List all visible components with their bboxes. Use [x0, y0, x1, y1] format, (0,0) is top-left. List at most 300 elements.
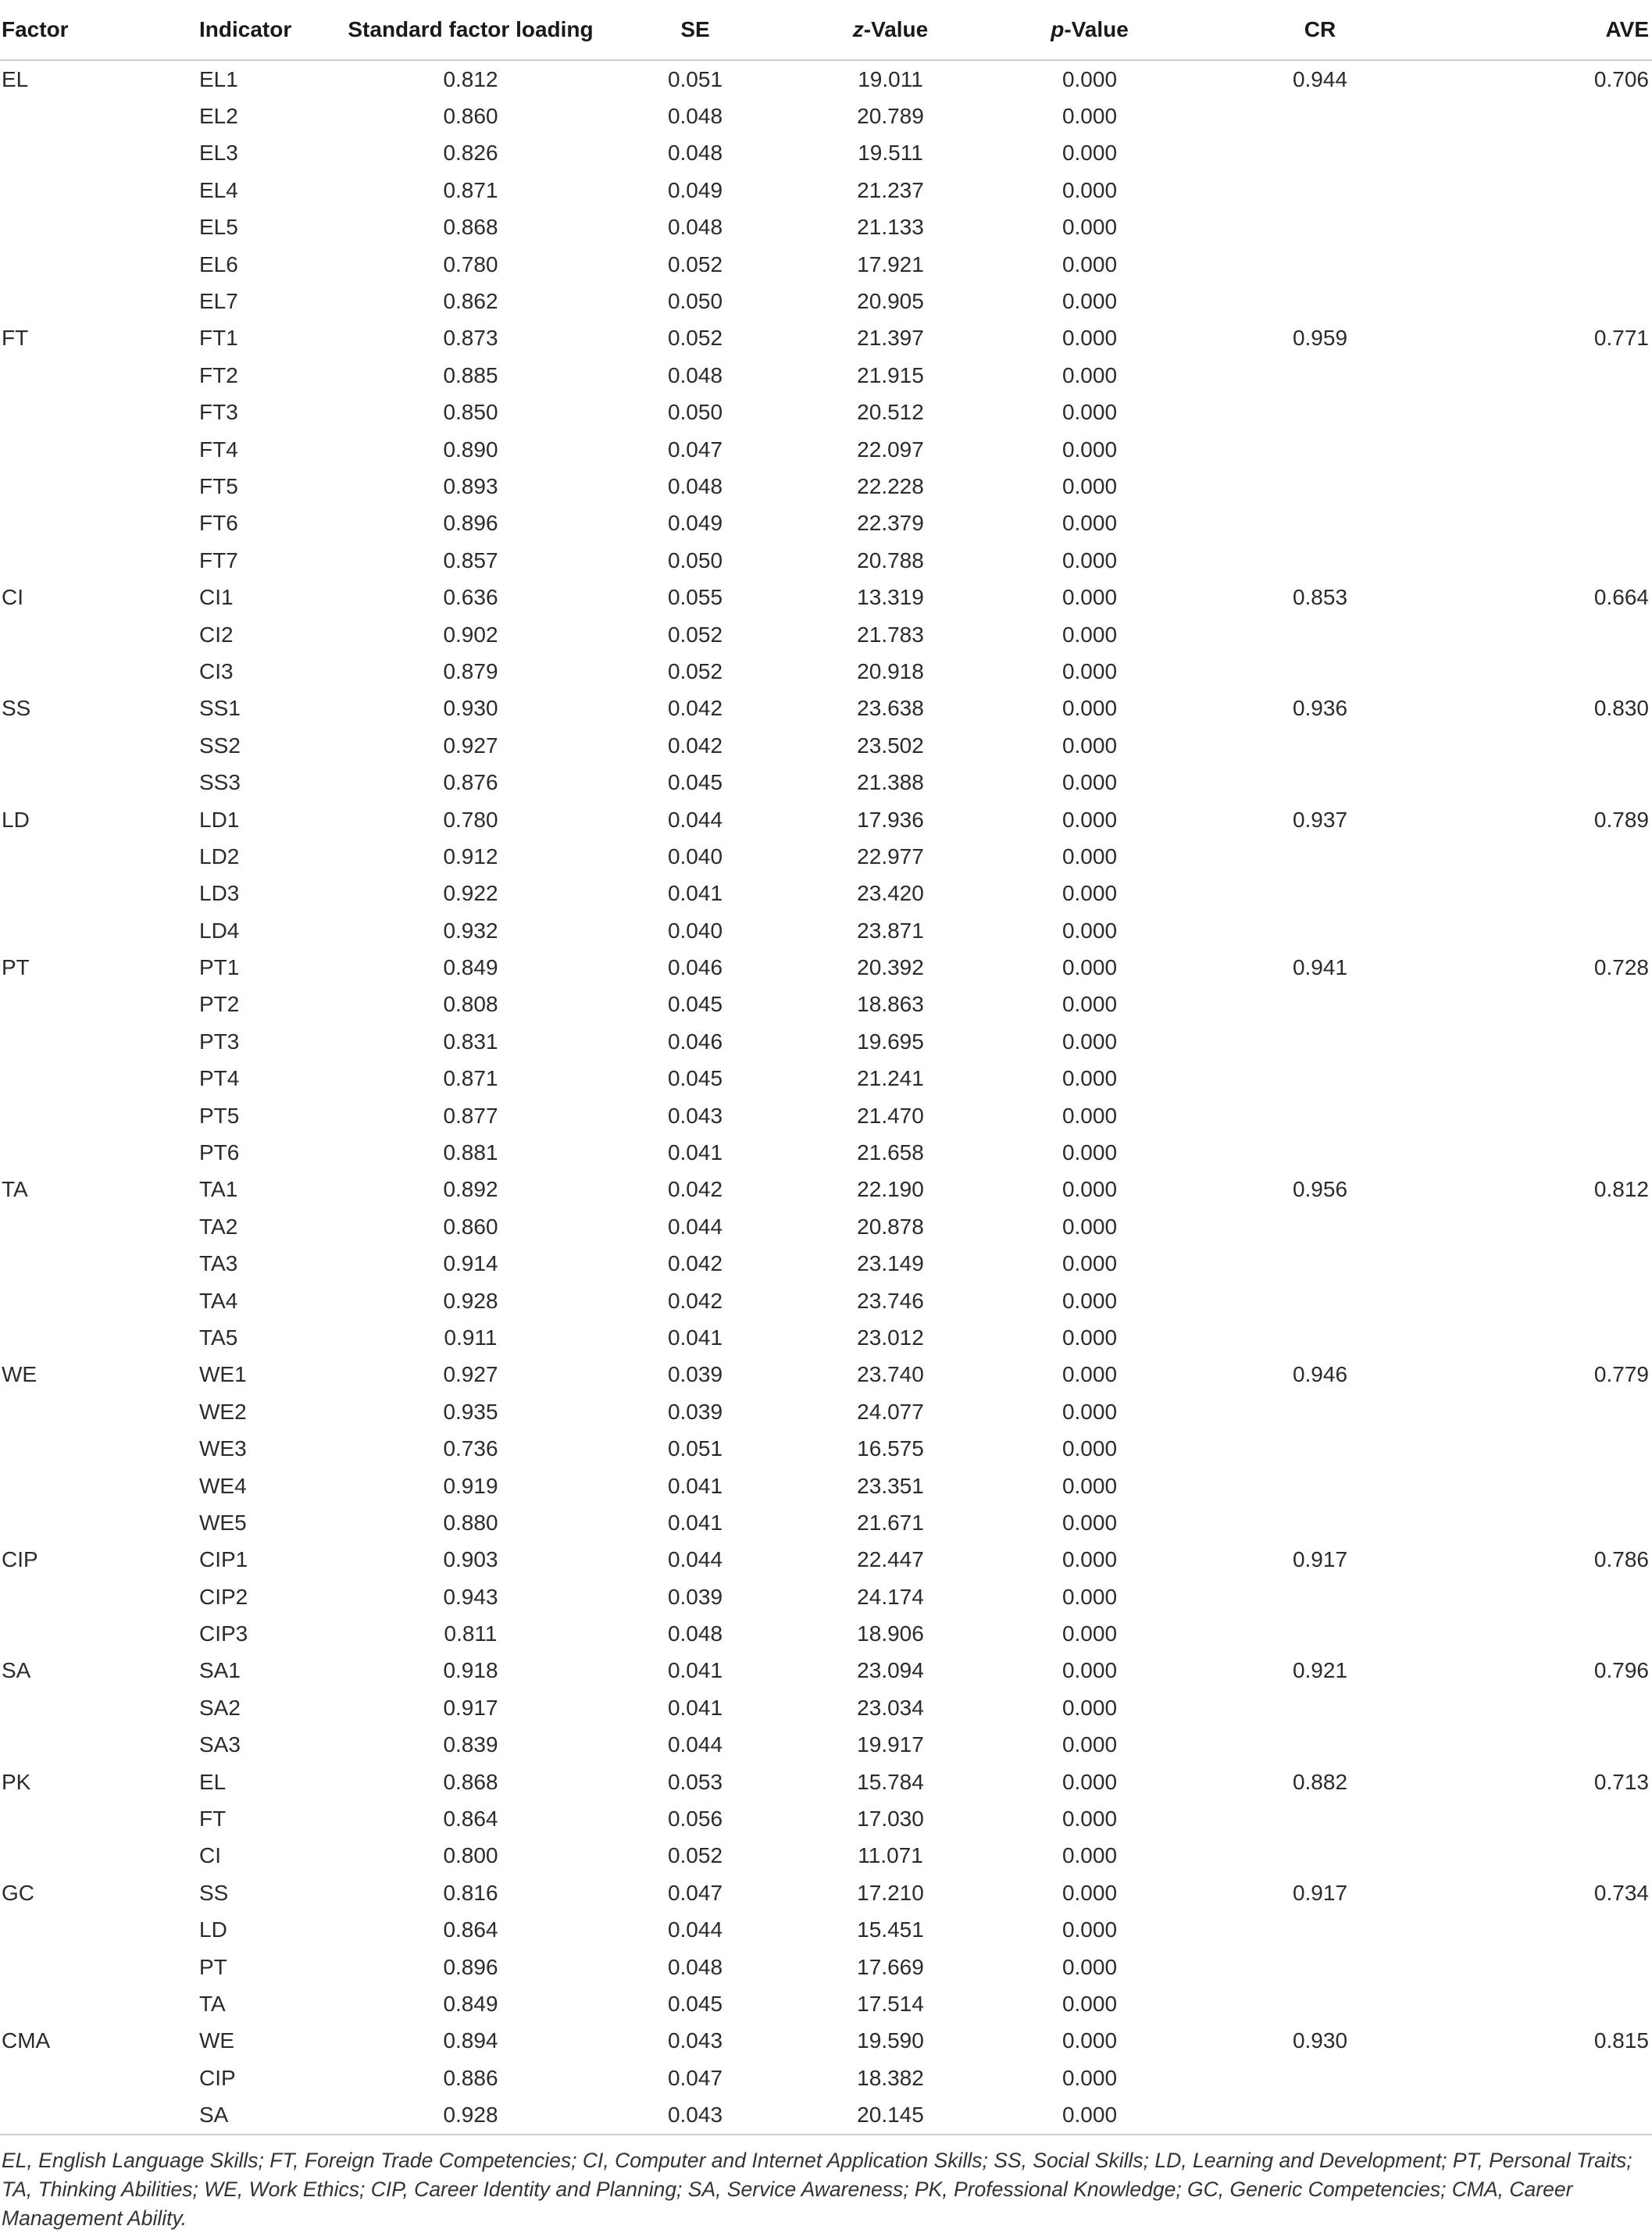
header-p-italic: p: [1051, 17, 1065, 41]
factor-cell: [0, 1246, 199, 1282]
ave-cell: [1445, 1504, 1652, 1541]
ave-cell: [1445, 616, 1652, 653]
z-value-cell: 23.638: [857, 696, 924, 721]
se-cell: 0.047: [667, 1880, 723, 1905]
p-value-cell: 0.000: [1061, 658, 1118, 683]
p-value-cell: 0.000: [1061, 955, 1118, 980]
cr-cell: 0.944: [1292, 66, 1348, 91]
z-value-cell: 11.071: [858, 1843, 923, 1868]
p-value-cell: 0.000: [1061, 1954, 1118, 1979]
indicator-cell: SA2: [199, 1695, 241, 1720]
cr-cell: 0.936: [1292, 696, 1348, 721]
loading-cell: 0.932: [443, 918, 498, 943]
table-row: [0, 1949, 1652, 1985]
z-value-cell: 23.094: [857, 1658, 924, 1683]
loading-cell: 0.849: [443, 955, 498, 980]
ave-cell: 0.664: [1593, 585, 1649, 610]
p-value-cell: 0.000: [1061, 1917, 1118, 1942]
indicator-cell: CIP1: [199, 1547, 248, 1572]
se-cell: 0.045: [667, 1992, 723, 2016]
loading-cell: 0.911: [444, 1325, 498, 1350]
table-header: [0, 0, 1652, 60]
se-cell: 0.042: [667, 733, 723, 758]
p-value-cell: 0.000: [1061, 1029, 1118, 1054]
table-row: [0, 1985, 1652, 2022]
z-value-cell: 20.918: [857, 658, 924, 683]
factor-cell: [0, 98, 199, 134]
factor-cell: [0, 1912, 199, 1949]
indicator-cell: CIP3: [199, 1621, 248, 1646]
ave-cell: [1445, 1208, 1652, 1245]
loading-cell: 0.857: [443, 548, 498, 572]
cr-cell: [1195, 1246, 1445, 1282]
factor-cell: [0, 653, 199, 690]
factor-cell: [0, 172, 199, 209]
se-cell: 0.044: [667, 1547, 723, 1572]
loading-cell: 0.919: [443, 1473, 498, 1498]
ave-cell: [1445, 98, 1652, 134]
se-cell: 0.041: [667, 1473, 723, 1498]
ave-cell: [1445, 2060, 1652, 2096]
cr-cell: [1195, 394, 1445, 431]
ave-cell: [1445, 283, 1652, 319]
ave-cell: [1445, 172, 1652, 209]
factor-cell: GC: [2, 1880, 34, 1905]
indicator-cell: PT4: [199, 1066, 240, 1091]
se-cell: 0.052: [667, 658, 723, 683]
cr-cell: [1195, 1468, 1445, 1504]
factor-cell: [0, 912, 199, 949]
loading-cell: 0.864: [443, 1917, 498, 1942]
loading-cell: 0.912: [443, 844, 498, 869]
ave-cell: [1445, 542, 1652, 579]
header-z-suffix: -Value: [863, 17, 929, 41]
ave-cell: [1445, 1282, 1652, 1319]
loading-cell: 0.918: [443, 1658, 498, 1683]
z-value-cell: 20.905: [857, 289, 924, 314]
indicator-cell: SA1: [199, 1658, 241, 1683]
ave-cell: [1445, 209, 1652, 246]
ave-cell: [1445, 1578, 1652, 1615]
p-value-cell: 0.000: [1061, 66, 1118, 91]
p-value-cell: 0.000: [1061, 992, 1118, 1017]
p-value-cell: 0.000: [1061, 881, 1118, 906]
se-cell: 0.052: [667, 326, 723, 351]
p-value-cell: 0.000: [1061, 1214, 1118, 1239]
header-cr: CR: [1195, 0, 1445, 60]
ave-cell: [1445, 986, 1652, 1023]
loading-cell: 0.927: [443, 733, 498, 758]
loading-cell: 0.922: [443, 881, 498, 906]
indicator-cell: PT6: [199, 1140, 240, 1165]
cr-cell: [1195, 283, 1445, 319]
z-value-cell: 21.397: [857, 326, 924, 351]
p-value-cell: 0.000: [1061, 548, 1118, 572]
factor-cell: [0, 1504, 199, 1541]
cr-cell: [1195, 1949, 1445, 1985]
table-row: [0, 1097, 1652, 1134]
cr-cell: 0.853: [1292, 585, 1348, 610]
table-row: [0, 1800, 1652, 1837]
table-row: [0, 98, 1652, 134]
loading-cell: 0.930: [443, 696, 498, 721]
p-value-cell: 0.000: [1061, 104, 1118, 129]
factor-cell: PK: [2, 1769, 31, 1794]
ave-cell: [1445, 468, 1652, 505]
p-value-cell: 0.000: [1061, 733, 1118, 758]
cr-cell: [1195, 653, 1445, 690]
factor-cell: CI: [2, 585, 23, 610]
factor-cell: CIP: [2, 1547, 38, 1572]
cr-cell: [1195, 98, 1445, 134]
loading-cell: 0.927: [443, 1362, 498, 1387]
loading-cell: 0.885: [443, 362, 498, 387]
ave-cell: [1445, 1023, 1652, 1060]
ave-cell: 0.713: [1593, 1769, 1649, 1794]
loading-cell: 0.896: [443, 1954, 498, 1979]
loading-cell: 0.886: [443, 2065, 498, 2090]
loading-cell: 0.928: [348, 2096, 594, 2134]
p-value-cell: 0.000: [1061, 1547, 1118, 1572]
z-value-cell: 21.241: [857, 1066, 924, 1091]
indicator-cell: PT1: [199, 955, 240, 980]
table-row: [0, 579, 1652, 615]
factor-cell: SA: [2, 1658, 31, 1683]
se-cell: 0.051: [667, 66, 723, 91]
loading-cell: 0.636: [443, 585, 498, 610]
loading-cell: 0.871: [443, 177, 498, 202]
se-cell: 0.049: [667, 177, 723, 202]
header-p-suffix: -Value: [1064, 17, 1129, 41]
factor-cell: [0, 1097, 199, 1134]
table-row: [0, 1689, 1652, 1726]
factor-cell: [0, 2060, 199, 2096]
table-row: [0, 246, 1652, 283]
p-value-cell: 0.000: [1061, 1992, 1118, 2016]
se-cell: 0.040: [667, 918, 723, 943]
ave-cell: [1445, 1134, 1652, 1171]
se-cell: 0.045: [667, 770, 723, 795]
se-cell: 0.051: [667, 1436, 723, 1461]
cr-cell: [1195, 616, 1445, 653]
z-value-cell: 23.502: [857, 733, 924, 758]
z-value-cell: 24.174: [857, 1584, 924, 1609]
z-value-cell: 23.746: [857, 1288, 924, 1313]
factor-cell: [0, 1689, 199, 1726]
cr-cell: [1195, 1023, 1445, 1060]
cr-cell: [1195, 431, 1445, 468]
table-row: [0, 2023, 1652, 2060]
indicator-cell: CIP2: [199, 1584, 248, 1609]
cr-cell: [1195, 1393, 1445, 1430]
indicator-cell: EL6: [199, 251, 238, 276]
indicator-cell: FT6: [199, 511, 238, 536]
se-cell: 0.041: [667, 1510, 723, 1535]
cr-cell: [1195, 838, 1445, 875]
ave-cell: [1445, 1430, 1652, 1467]
z-value-cell: 17.514: [857, 1992, 924, 2016]
loading-cell: 0.894: [443, 2028, 498, 2053]
indicator-cell: TA1: [199, 1177, 238, 1202]
indicator-cell: FT4: [199, 437, 238, 462]
table-row: [0, 1764, 1652, 1800]
se-cell: 0.040: [667, 844, 723, 869]
z-value-cell: 18.906: [857, 1621, 924, 1646]
se-cell: 0.052: [667, 251, 723, 276]
p-value-cell: 0.000: [1061, 473, 1118, 498]
p-value-cell: 0.000: [1061, 1769, 1118, 1794]
z-value-cell: 22.190: [857, 1177, 924, 1202]
loading-cell: 0.864: [443, 1807, 498, 1832]
table-row: [0, 1061, 1652, 1097]
ave-cell: [1445, 1319, 1652, 1356]
cr-cell: [1195, 542, 1445, 579]
table-row: [0, 727, 1652, 764]
loading-cell: 0.812: [443, 66, 498, 91]
p-value-cell: 0.000: [1061, 1140, 1118, 1165]
cr-cell: [1195, 1800, 1445, 1837]
indicator-cell: FT2: [199, 362, 238, 387]
table-row: [0, 764, 1652, 801]
p-value-cell: 0.000: [1061, 1362, 1118, 1387]
p-value-cell: 0.000: [1061, 1843, 1118, 1868]
loading-cell: 0.831: [443, 1029, 498, 1054]
factor-cell: LD: [2, 807, 30, 832]
indicator-cell: CIP: [199, 2065, 236, 2090]
table-row: [0, 1319, 1652, 1356]
indicator-cell: EL2: [199, 104, 238, 129]
table-row: [0, 616, 1652, 653]
se-cell: 0.046: [667, 1029, 723, 1054]
p-value-cell: 0.000: [984, 2096, 1195, 2134]
indicator-cell: EL3: [199, 141, 238, 166]
cr-cell: 0.882: [1292, 1769, 1348, 1794]
se-cell: 0.044: [667, 807, 723, 832]
indicator-cell: WE: [199, 2028, 235, 2053]
cr-cell: [1195, 1578, 1445, 1615]
z-value-cell: 23.351: [857, 1473, 924, 1498]
loading-cell: 0.780: [443, 807, 498, 832]
ave-cell: [1445, 1468, 1652, 1504]
factor-cell: [0, 246, 199, 283]
table-row: [0, 2060, 1652, 2096]
factor-cell: [0, 357, 199, 394]
ave-cell: [1445, 1727, 1652, 1764]
factor-cell: [0, 876, 199, 912]
cr-cell: [1195, 468, 1445, 505]
ave-cell: 0.728: [1593, 955, 1649, 980]
p-value-cell: 0.000: [1061, 1695, 1118, 1720]
cr-cell: [1195, 1430, 1445, 1467]
se-cell: 0.048: [667, 141, 723, 166]
cr-cell: [1195, 2096, 1445, 2134]
indicator-cell: LD4: [199, 918, 240, 943]
cr-cell: 0.956: [1292, 1177, 1348, 1202]
ave-cell: [1445, 357, 1652, 394]
cr-cell: [1195, 1061, 1445, 1097]
z-value-cell: 16.575: [857, 1436, 924, 1461]
loading-cell: 0.736: [443, 1436, 498, 1461]
table-row: [0, 949, 1652, 986]
se-cell: 0.041: [667, 1325, 723, 1350]
table-row: [0, 1134, 1652, 1171]
header-z-value: [797, 0, 984, 60]
ave-cell: [1445, 135, 1652, 172]
p-value-cell: 0.000: [1061, 1621, 1118, 1646]
cr-cell: 0.937: [1292, 807, 1348, 832]
ave-cell: 0.812: [1593, 1177, 1649, 1202]
se-cell: 0.050: [667, 548, 723, 572]
indicator-cell: CI3: [199, 658, 234, 683]
table-row: [0, 653, 1652, 690]
indicator-cell: PT3: [199, 1029, 240, 1054]
table-row: [0, 1653, 1652, 1689]
table-row: [0, 283, 1652, 319]
se-cell: 0.039: [667, 1362, 723, 1387]
indicator-cell: PT: [199, 1954, 227, 1979]
cr-cell: [1195, 209, 1445, 246]
header-z-italic: z: [852, 17, 864, 41]
cr-cell: [1195, 764, 1445, 801]
indicator-cell: FT5: [199, 473, 238, 498]
table-row: [0, 1912, 1652, 1949]
factor-cell: [0, 1615, 199, 1652]
factor-cell: PT: [2, 955, 30, 980]
indicator-cell: EL1: [199, 66, 238, 91]
se-cell: 0.042: [667, 1288, 723, 1313]
indicator-cell: CI: [199, 1843, 221, 1868]
loading-cell: 0.902: [443, 622, 498, 647]
indicator-cell: PT5: [199, 1103, 240, 1128]
factor-cell: [0, 209, 199, 246]
se-cell: 0.045: [667, 1066, 723, 1091]
table-row: [0, 135, 1652, 172]
z-value-cell: 17.936: [857, 807, 924, 832]
p-value-cell: 0.000: [1061, 622, 1118, 647]
ave-cell: 0.830: [1593, 696, 1649, 721]
p-value-cell: 0.000: [1061, 1288, 1118, 1313]
header-indicator: Indicator: [199, 0, 348, 60]
indicator-cell: SS1: [199, 696, 241, 721]
p-value-cell: 0.000: [1061, 1325, 1118, 1350]
p-value-cell: 0.000: [1061, 437, 1118, 462]
z-value-cell: 15.451: [857, 1917, 924, 1942]
table-row: [0, 1393, 1652, 1430]
table-row: [0, 1357, 1652, 1393]
cr-cell: [1195, 1985, 1445, 2022]
factor-cell: [0, 1393, 199, 1430]
loading-cell: 0.826: [443, 141, 498, 166]
z-value-cell: 17.921: [857, 251, 924, 276]
header-p-value: [984, 0, 1195, 60]
p-value-cell: 0.000: [1061, 251, 1118, 276]
ave-cell: [1445, 727, 1652, 764]
indicator-cell: CI1: [199, 585, 234, 610]
table-row: [0, 1504, 1652, 1541]
loading-cell: 0.877: [443, 1103, 498, 1128]
table-row: [0, 838, 1652, 875]
z-value-cell: 20.392: [857, 955, 924, 980]
se-cell: 0.048: [667, 1621, 723, 1646]
z-value-cell: 21.388: [857, 770, 924, 795]
loading-cell: 0.816: [443, 1880, 498, 1905]
ave-cell: [1445, 246, 1652, 283]
table-row: [0, 1282, 1652, 1319]
table-row: [0, 1542, 1652, 1578]
cr-cell: 0.946: [1292, 1362, 1348, 1387]
cr-cell: 0.959: [1292, 326, 1348, 351]
loading-cell: 0.860: [443, 1214, 498, 1239]
p-value-cell: 0.000: [1061, 177, 1118, 202]
table-row: [0, 986, 1652, 1023]
p-value-cell: 0.000: [1061, 1251, 1118, 1276]
factor-cell: [0, 1134, 199, 1171]
z-value-cell: 22.447: [857, 1547, 924, 1572]
ave-cell: [1445, 394, 1652, 431]
indicator-cell: LD2: [199, 844, 240, 869]
z-value-cell: 23.420: [857, 881, 924, 906]
cr-cell: [1195, 1912, 1445, 1949]
p-value-cell: 0.000: [1061, 696, 1118, 721]
loading-cell: 0.868: [443, 1769, 498, 1794]
ave-cell: [1445, 764, 1652, 801]
indicator-cell: EL4: [199, 177, 238, 202]
se-cell: 0.041: [667, 1695, 723, 1720]
loading-cell: 0.850: [443, 400, 498, 425]
cr-cell: 0.921: [1292, 1658, 1348, 1683]
factor-cell: [0, 468, 199, 505]
p-value-cell: 0.000: [1061, 400, 1118, 425]
table-row: [0, 1838, 1652, 1874]
indicator-cell: SS2: [199, 733, 241, 758]
ave-cell: [1445, 653, 1652, 690]
se-cell: 0.041: [667, 881, 723, 906]
se-cell: 0.050: [667, 289, 723, 314]
indicator-cell: LD1: [199, 807, 240, 832]
table-row: [0, 912, 1652, 949]
z-value-cell: 18.863: [857, 992, 924, 1017]
factor-cell: EL: [2, 66, 29, 91]
factor-cell: FT: [2, 326, 29, 351]
p-value-cell: 0.000: [1061, 1399, 1118, 1424]
se-cell: 0.041: [667, 1140, 723, 1165]
se-cell: 0.052: [667, 622, 723, 647]
ave-cell: [1445, 1246, 1652, 1282]
se-cell: 0.048: [667, 473, 723, 498]
factor-cell: [0, 505, 199, 542]
z-value-cell: 20.878: [857, 1214, 924, 1239]
loading-cell: 0.881: [443, 1140, 498, 1165]
se-cell: 0.055: [667, 585, 723, 610]
factor-cell: [0, 135, 199, 172]
ave-cell: 0.786: [1593, 1547, 1649, 1572]
se-cell: 0.047: [667, 437, 723, 462]
indicator-cell: FT7: [199, 548, 238, 572]
z-value-cell: 24.077: [857, 1399, 924, 1424]
indicator-cell: TA4: [199, 1288, 238, 1313]
ave-cell: 0.796: [1593, 1658, 1649, 1683]
factor-cell: [0, 1838, 199, 1874]
table-row: [0, 1023, 1652, 1060]
table-row: [0, 876, 1652, 912]
z-value-cell: 19.011: [858, 66, 923, 91]
loading-cell: 0.849: [443, 1992, 498, 2016]
factor-cell: [0, 394, 199, 431]
se-cell: 0.048: [667, 1954, 723, 1979]
p-value-cell: 0.000: [1061, 362, 1118, 387]
cr-cell: [1195, 246, 1445, 283]
z-value-cell: 19.511: [858, 141, 923, 166]
